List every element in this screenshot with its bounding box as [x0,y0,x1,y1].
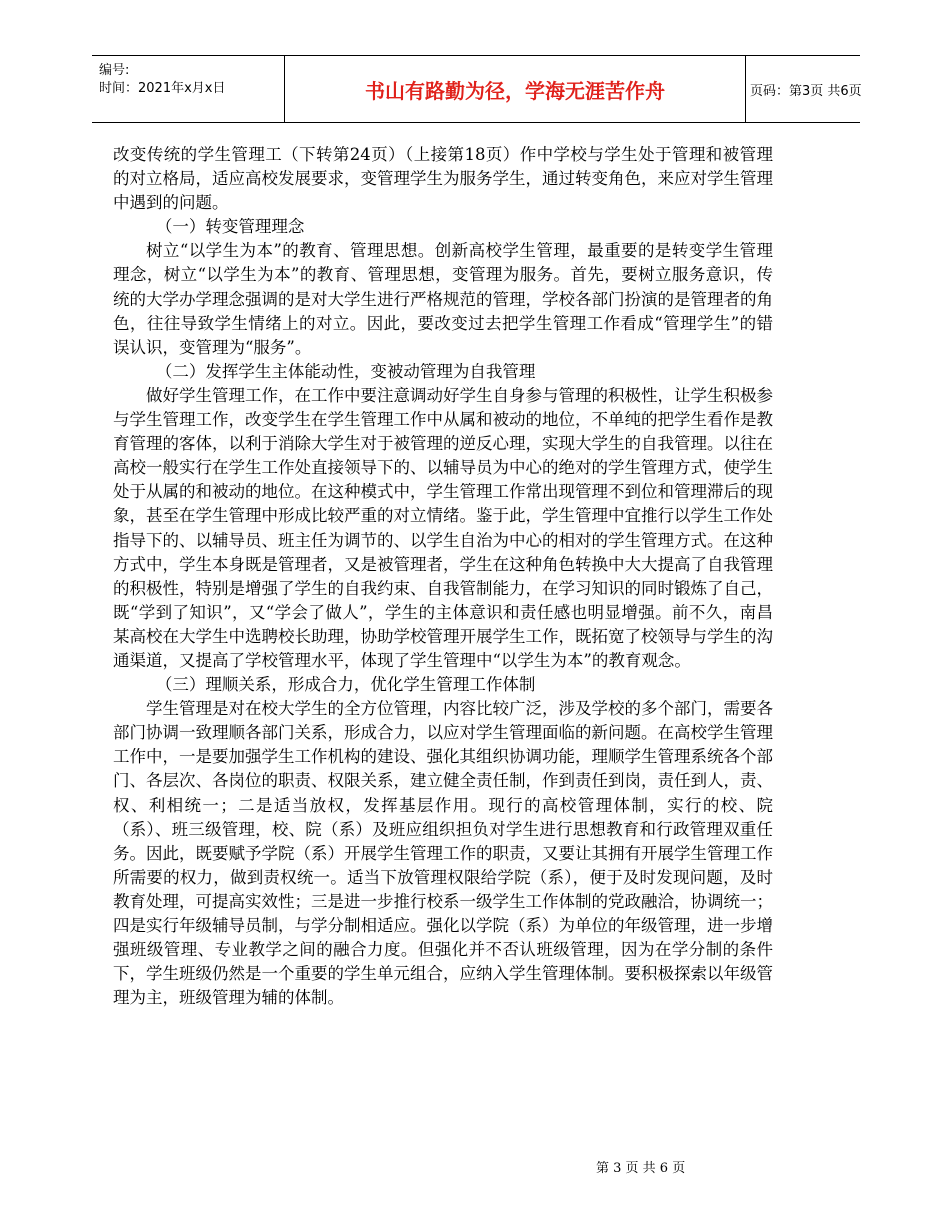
header-page-info: 页码：第3页 共6页 [750,83,862,99]
document-date: 时间：2021年x月x日 [99,81,226,96]
header-motto-cell [284,56,746,122]
header-page-cell [744,56,860,122]
page-header [92,55,860,123]
paragraph-section-1: 树立“以学生为本”的教育、管理思想。创新高校学生管理，最重要的是转变学生管理理念，树立“以学生为本”的教育、管理思想，变管理为服务。首先，要树立服务意识，传统的大学办学理念强调的是对大学生进行严格规范的管理，学校各部门扮演的是管理者的角色，往往导致学生情绪上的对立。因此，要改变过去把学生管理工作看成“管理学生”的错误认识，变管理为“服务”。 [113,241,773,357]
document-body [113,143,773,1010]
section-heading-1: （一）转变管理理念 [155,217,305,237]
paragraph-section-2: 做好学生管理工作，在工作中要注意调动好学生自身参与管理的积极性，让学生积极参与学生管理工作，改变学生在学生管理工作中从属和被动的地位，不单纯的把学生看作是教育管理的客体，以利于消除大学生对于被管理的逆反心理，实现大学生的自我管理。以往在高校一般实行在学生工作处直接领导下的、以辅导员为中心的绝对的学生管理方式，使学生处于从属的和被动的地位。在这种模式中，学生管理工作常出现管理不到位和管理滞后的现象，甚至在学生管理中形成比较严重的对立情绪。鉴于此，学生管理中宜推行以学生工作处指导下的、以辅导员、班主任为调节的、以学生自治为中心的相对的学生管理方式。在这种方式中，学生本身既是管理者，又是被管理者，学生在这种角色转换中大大提高了自我管理的积极性，特别是增强了学生的自我约束、自我管制能力，在学习知识的同时锻炼了自己，既“学到了知识”，又“学会了做人”，学生的主体意识和责任感也明显增强。前不久，南昌某高校在大学生中选聘校长助理，协助学校管理开展学生工作，既拓宽了校领导与学生的沟通渠道，又提高了学校管理水平，体现了学生管理中“以学生为本”的教育观念。 [113,385,773,670]
header-meta [92,56,284,122]
section-heading-2: （二）发挥学生主体能动性，变被动管理为自我管理 [155,361,536,381]
paragraph-section-3: 学生管理是对在校大学生的全方位管理，内容比较广泛，涉及学校的多个部门，需要各部门协调一致理顺各部门关系，形成合力，以应对学生管理面临的新问题。在高校学生管理工作中，一是要加强学生工作机构的建设、强化其组织协调功能，理顺学生管理系统各个部门、各层次、各岗位的职责、权限关系，建立健全责任制，作到责任到岗，责任到人，责、权、利相统一；二是适当放权，发挥基层作用。现行的高校管理体制，实行的校、院（系）、班三级管理，校、院（系）及班应组织担负对学生进行思想教育和行政管理双重任务。因此，既要赋予学院（系）开展学生管理工作的职责，又要让其拥有开展学生管理工作所需要的权力，做到责权统一。适当下放管理权限给学院（系），便于及时发现问题，及时教育处理，可提高实效性；三是进一步推行校系一级学生工作体制的党政融洽，协调统一；四是实行年级辅导员制，与学分制相适应。强化以学院（系）为单位的年级管理，进一步增强班级管理、专业教学之间的融合力度。但强化并不否认班级管理，因为在学分制的条件下，学生班级仍然是一个重要的学生单元组合，应纳入学生管理体制。要积极探索以年级管理为主，班级管理为辅的体制。 [113,699,773,1008]
header-motto: 书山有路勤为径，学海无涯苦作舟 [365,78,665,103]
document-number-label: 编号: [99,63,130,78]
section-heading-3: （三）理顺关系，形成合力，优化学生管理工作体制 [155,675,536,695]
paragraph-intro: 改变传统的学生管理工（下转第24页）（上接第18页）作中学校与学生处于管理和被管理的对立格局，适应高校发展要求，变管理学生为服务学生，通过转变角色，来应对学生管理中遇到的问题。 [113,145,773,213]
page-footer: 第 3 页 共 6 页 [596,1161,686,1176]
